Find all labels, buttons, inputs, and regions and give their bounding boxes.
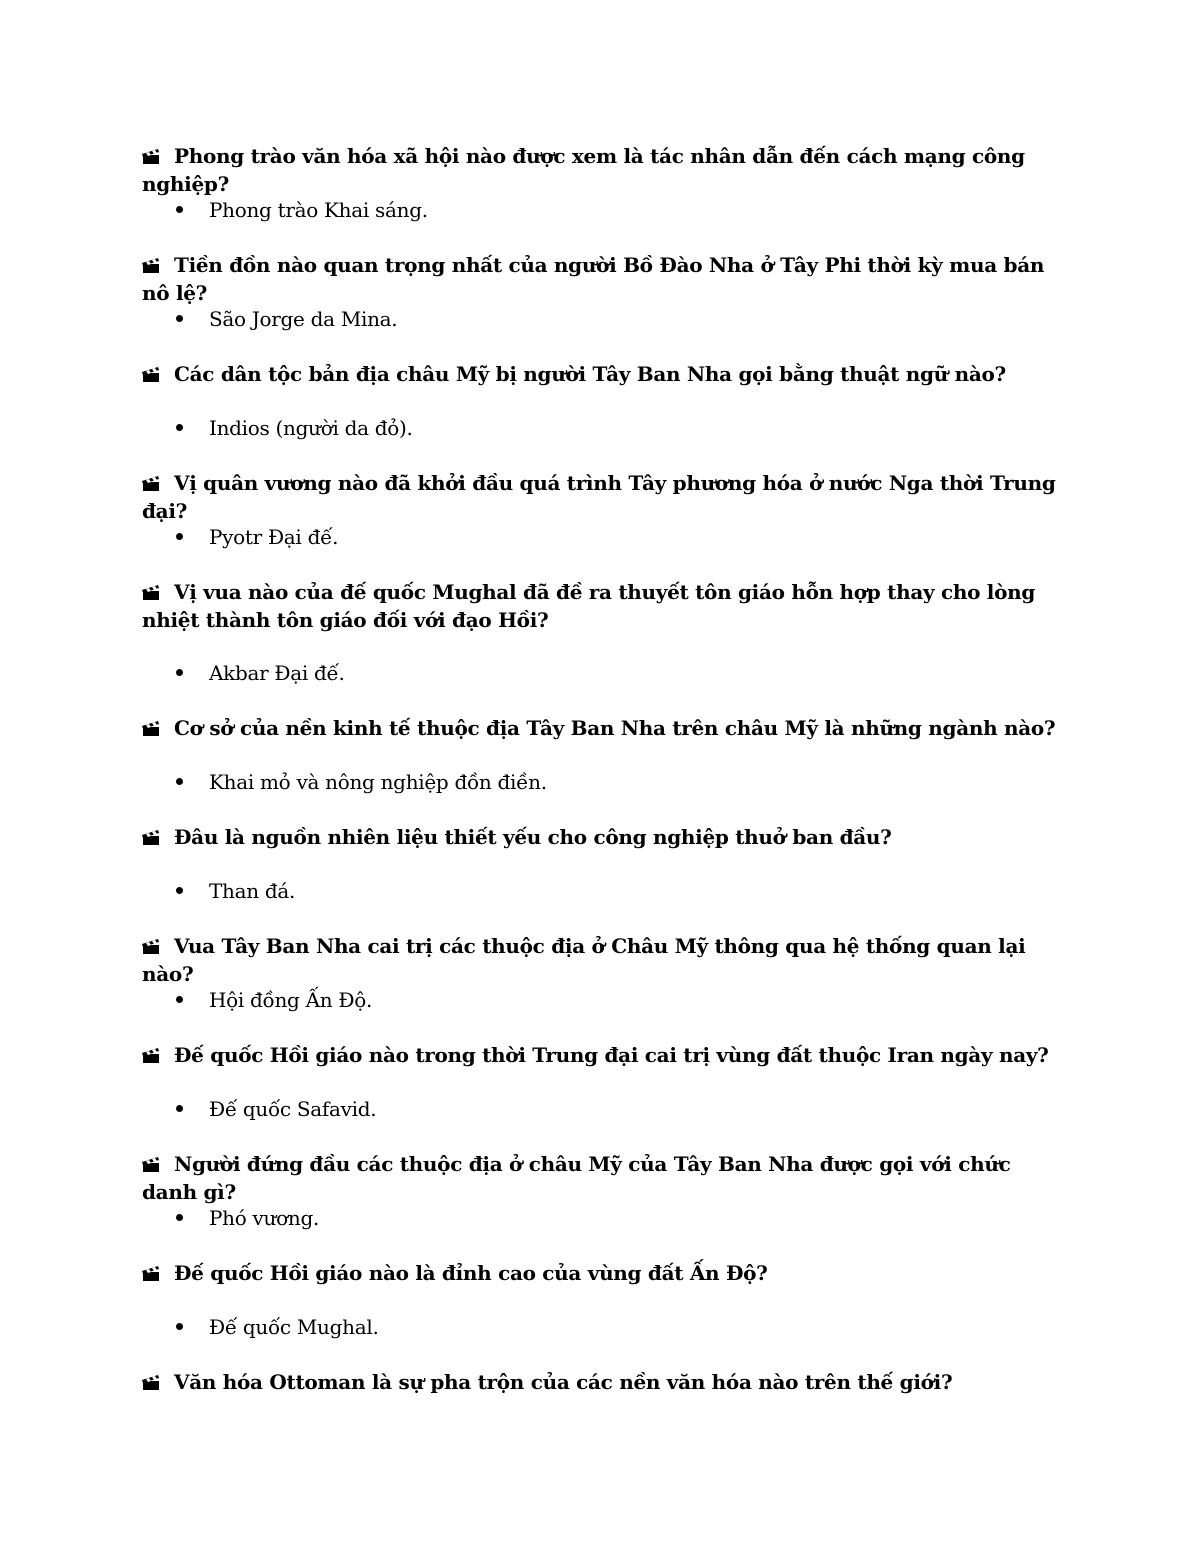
bullet: [176, 778, 183, 785]
bullet: [176, 1323, 183, 1330]
question-12: [142, 1368, 1062, 1396]
question-text: Đế quốc Hồi giáo nào là đỉnh cao của vùng đất Ấn Độ?: [174, 1261, 768, 1285]
question-8: [142, 932, 1062, 988]
clapperboard-icon: [142, 1047, 160, 1063]
question-text: Đâu là nguồn nhiên liệu thiết yếu cho công nghiệp thuở ban đầu?: [174, 825, 892, 849]
answer-text: Indios (người da đỏ).: [209, 416, 413, 440]
answer-8: [176, 986, 372, 1014]
clapperboard-icon: [142, 148, 160, 164]
answer-text: São Jorge da Mina.: [209, 307, 398, 331]
answer-5: [176, 659, 345, 687]
bullet: [176, 669, 183, 676]
answer-text: Phó vương.: [209, 1206, 319, 1230]
question-7: [142, 823, 1062, 851]
clapperboard-icon: [142, 829, 160, 845]
bullet: [176, 424, 183, 431]
question-10: [142, 1150, 1062, 1206]
question-text: Đế quốc Hồi giáo nào trong thời Trung đại cai trị vùng đất thuộc Iran ngày nay?: [174, 1043, 1049, 1067]
bullet: [176, 1214, 183, 1221]
answer-text: Phong trào Khai sáng.: [209, 198, 428, 222]
clapperboard-icon: [142, 1156, 160, 1172]
bullet: [176, 996, 183, 1003]
clapperboard-icon: [142, 257, 160, 273]
bullet: [176, 206, 183, 213]
clapperboard-icon: [142, 938, 160, 954]
question-5: [142, 578, 1062, 634]
answer-3: [176, 414, 413, 442]
answer-9: [176, 1095, 376, 1123]
question-1: [142, 142, 1062, 198]
clapperboard-icon: [142, 720, 160, 736]
answer-10: [176, 1204, 319, 1232]
question-text: Các dân tộc bản địa châu Mỹ bị người Tây Ban Nha gọi bằng thuật ngữ nào?: [174, 362, 1006, 386]
answer-7: [176, 877, 295, 905]
answer-4: [176, 523, 338, 551]
question-text: Văn hóa Ottoman là sự pha trộn của các nền văn hóa nào trên thế giới?: [174, 1370, 953, 1394]
question-2: [142, 251, 1062, 307]
answer-text: Khai mỏ và nông nghiệp đồn điền.: [209, 770, 547, 794]
bullet: [176, 315, 183, 322]
answer-text: Đế quốc Safavid.: [209, 1097, 377, 1121]
question-text: Phong trào văn hóa xã hội nào được xem là tác nhân dẫn đến cách mạng công nghiệp?: [142, 144, 1025, 196]
answer-text: Hội đồng Ấn Độ.: [209, 988, 373, 1012]
question-text: Vị vua nào của đế quốc Mughal đã đề ra thuyết tôn giáo hỗn hợp thay cho lòng nhiệt thành tôn giáo đối với đạo Hồi?: [142, 580, 1036, 632]
answer-text: Đế quốc Mughal.: [209, 1315, 379, 1339]
question-text: Vị quân vương nào đã khởi đầu quá trình Tây phương hóa ở nước Nga thời Trung đại?: [142, 471, 1056, 523]
clapperboard-icon: [142, 475, 160, 491]
question-4: [142, 469, 1062, 525]
answer-6: [176, 768, 547, 796]
bullet: [176, 1105, 183, 1112]
bullet: [176, 533, 183, 540]
question-text: Người đứng đầu các thuộc địa ở châu Mỹ của Tây Ban Nha được gọi với chức danh gì?: [142, 1152, 1011, 1204]
answer-text: Than đá.: [209, 879, 296, 903]
clapperboard-icon: [142, 1374, 160, 1390]
answer-1: [176, 196, 428, 224]
question-3: [142, 360, 1062, 388]
question-text: Cơ sở của nền kinh tế thuộc địa Tây Ban Nha trên châu Mỹ là những ngành nào?: [174, 716, 1056, 740]
answer-11: [176, 1313, 379, 1341]
question-11: [142, 1259, 1062, 1287]
question-text: Vua Tây Ban Nha cai trị các thuộc địa ở Châu Mỹ thông qua hệ thống quan lại nào?: [142, 934, 1026, 986]
question-9: [142, 1041, 1062, 1069]
question-6: [142, 714, 1062, 742]
clapperboard-icon: [142, 366, 160, 382]
clapperboard-icon: [142, 1265, 160, 1281]
question-text: Tiền đồn nào quan trọng nhất của người Bồ Đào Nha ở Tây Phi thời kỳ mua bán nô lệ?: [142, 253, 1045, 305]
bullet: [176, 887, 183, 894]
answer-2: [176, 305, 397, 333]
clapperboard-icon: [142, 584, 160, 600]
answer-text: Pyotr Đại đế.: [209, 525, 339, 549]
answer-text: Akbar Đại đế.: [209, 661, 345, 685]
